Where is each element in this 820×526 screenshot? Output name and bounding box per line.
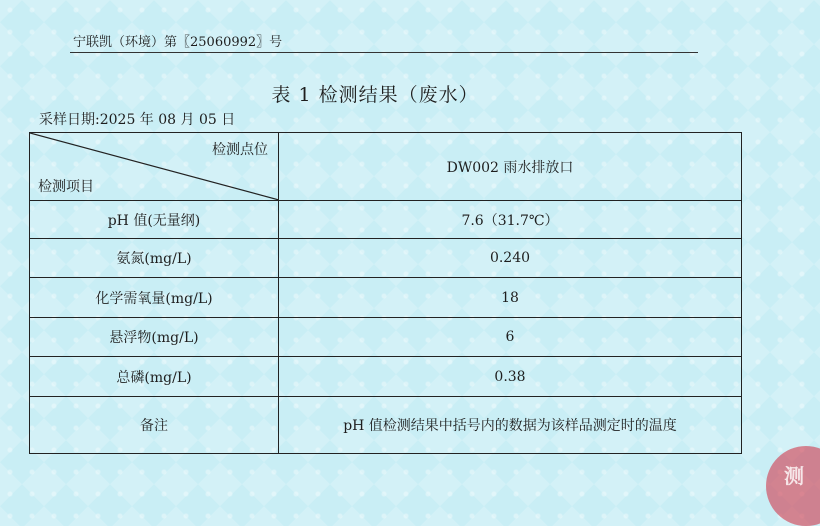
- diagonal-header-cell: [30, 133, 279, 201]
- corner-label-item: 检测项目: [38, 179, 94, 195]
- results-table: [29, 132, 742, 454]
- table-row: [30, 239, 742, 278]
- item-cell: 化学需氧量(mg/L): [30, 278, 279, 318]
- table-header-row: [30, 133, 742, 201]
- location-header-cell: DW002 雨水排放口: [279, 133, 742, 201]
- sample-date: 采样日期:2025 年 08 月 05 日: [39, 112, 236, 128]
- value-cell: 0.38: [279, 357, 742, 397]
- item-cell: 总磷(mg/L): [30, 357, 279, 397]
- item-cell: 悬浮物(mg/L): [30, 318, 279, 357]
- remarks-value-cell: pH 值检测结果中括号内的数据为该样品测定时的温度: [279, 397, 742, 454]
- item-cell: 氨氮(mg/L): [30, 239, 279, 278]
- value-cell: 7.6（31.7℃）: [279, 201, 742, 239]
- table-row: [30, 357, 742, 397]
- document-number: 宁联凯（环境）第〖25060992〗号: [73, 35, 283, 50]
- stamp-text: 测: [784, 464, 804, 488]
- item-cell: pH 值(无量纲): [30, 201, 279, 239]
- value-cell: 0.240: [279, 239, 742, 278]
- remarks-row: [30, 397, 742, 454]
- table-title: 表 1 检测结果（废水）: [271, 84, 479, 106]
- corner-label-location: 检测点位: [212, 142, 268, 158]
- table-row: [30, 318, 742, 357]
- value-cell: 18: [279, 278, 742, 318]
- table-row: [30, 201, 742, 239]
- table-row: [30, 278, 742, 318]
- value-cell: 6: [279, 318, 742, 357]
- remarks-label-cell: 备注: [30, 397, 279, 454]
- header-rule: [70, 52, 698, 53]
